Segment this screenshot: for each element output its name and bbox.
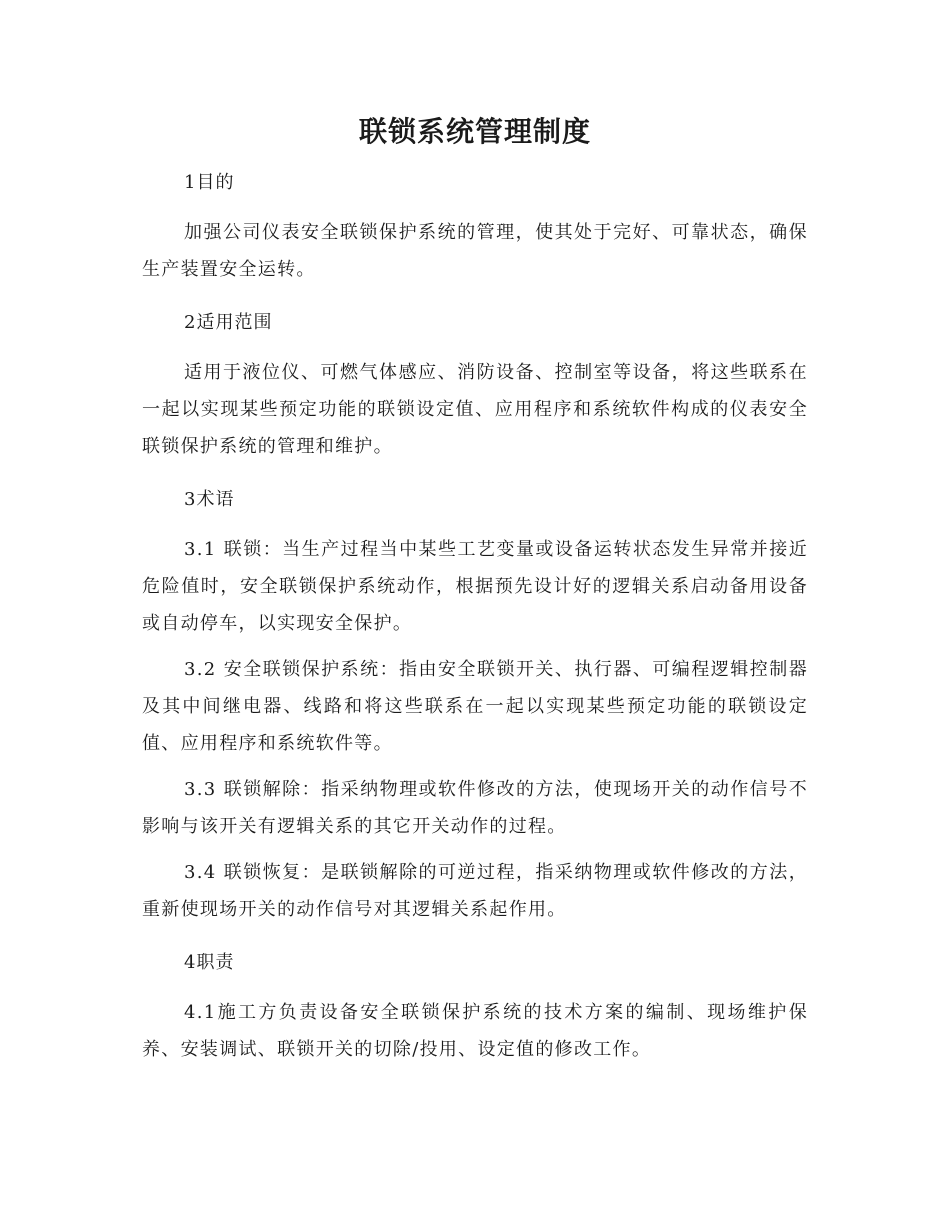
section-heading-duties: 4职责	[184, 952, 235, 973]
section-heading-terms: 3术语	[184, 489, 235, 510]
paragraph-purpose: 加强公司仪表安全联锁保护系统的管理，使其处于完好、可靠状态，确保生产装置安全运转。	[142, 222, 808, 280]
section-heading-purpose: 1目的	[184, 172, 235, 193]
paragraph-term-3-4: 3.4 联锁恢复：是联锁解除的可逆过程，指采纳物理或软件修改的方法，重新使现场开关的动作信号对其逻辑关系起作用。	[142, 862, 808, 920]
document-body	[142, 168, 808, 1068]
paragraph-term-3-2: 3.2 安全联锁保护系统：指由安全联锁开关、执行器、可编程逻辑控制器及其中间继电器、线路和将这些联系在一起以实现某些预定功能的联锁设定值、应用程序和系统软件等。	[142, 659, 808, 754]
paragraph-term-3-1: 3.1 联锁：当生产过程当中某些工艺变量或设备运转状态发生异常并接近危险值时，安全联锁保护系统动作，根据预先设计好的逻辑关系启动备用设备或自动停车，以实现安全保护。	[142, 539, 808, 634]
section-heading-scope: 2适用范围	[184, 312, 273, 333]
paragraph-duty-4-1: 4.1施工方负责设备安全联锁保护系统的技术方案的编制、现场维护保养、安装调试、联锁开关的切除/投用、设定值的修改工作。	[142, 1002, 808, 1060]
document-title: 联锁系统管理制度	[358, 115, 591, 148]
paragraph-term-3-3: 3.3 联锁解除：指采纳物理或软件修改的方法，使现场开关的动作信号不影响与该开关有逻辑关系的其它开关动作的过程。	[142, 779, 808, 837]
paragraph-scope: 适用于液位仪、可燃气体感应、消防设备、控制室等设备，将这些联系在一起以实现某些预定功能的联锁设定值、应用程序和系统软件构成的仪表安全联锁保护系统的管理和维护。	[142, 362, 808, 457]
